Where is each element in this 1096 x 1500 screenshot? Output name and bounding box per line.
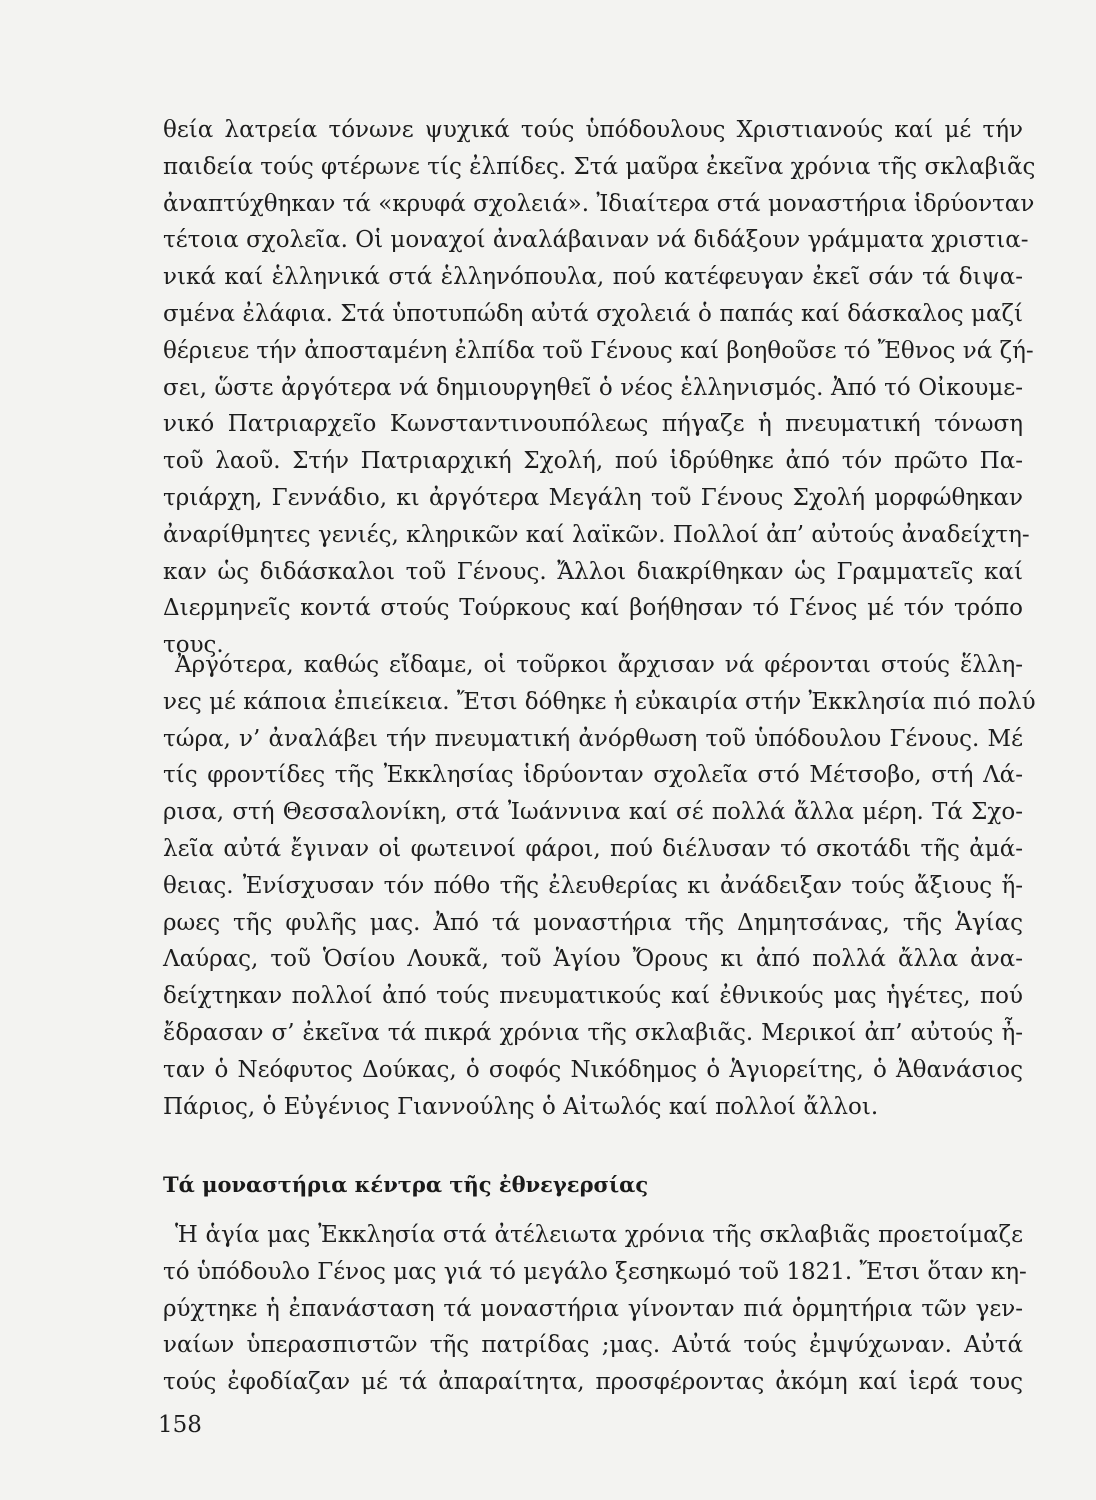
text-line: νικό Πατριαρχεῖο Κωνσταντινουπόλεως πήγαζε ἡ πνευματική τόνωση [163, 411, 1023, 438]
paragraph-monastery-schools [163, 112, 1036, 664]
section-heading: Τά μοναστήρια κέντρα τῆς ἐθνεγερσίας [163, 1172, 649, 1197]
text-line: τριάρχη, Γεννάδιο, κι ἀργότερα Μεγάλη τοῦ Γένους Σχολή μορφώθηκαν [163, 484, 1023, 511]
text-line: τέτοια σχολεῖα. Οἱ μοναχοί ἀναλάβαιναν νά διδάξουν γράμματα χριστια- [163, 227, 1029, 254]
text-line: Διερμηνεῖς κοντά στούς Τούρκους καί βοήθησαν τό Γένος μέ τόν τρόπο [163, 595, 1023, 622]
text-line: ταν ὁ Νεόφυτος Δούκας, ὁ σοφός Νικόδημος ὁ Ἁγιορείτης, ὁ Ἀθανάσιος [163, 1056, 1023, 1083]
text-line: τό ὑπόδουλο Γένος μας γιά τό μεγάλο ξεσηκωμό τοῦ 1821. Ἔτσι ὅταν κη- [163, 1258, 1027, 1285]
text-line: θέριευε τήν ἀποσταμένη ἐλπίδα τοῦ Γένους καί βοηθοῦσε τό Ἔθνος νά ζή- [163, 337, 1034, 364]
text-line: νικά καί ἑλληνικά στά ἑλληνόπουλα, πού κατέφευγαν ἐκεῖ σάν τά διψα- [163, 264, 1023, 291]
text-line: ρωες τῆς φυλῆς μας. Ἀπό τά μοναστήρια τῆς Δημητσάνας, τῆς Ἁγίας [163, 909, 1023, 936]
text-line: λεῖα αὐτά ἔγιναν οἱ φωτεινοί φάροι, πού διέλυσαν τό σκοτάδι τῆς ἀμά- [163, 835, 1023, 862]
text-line: Ἀργότερα, καθώς εἴδαμε, οἱ τοῦρκοι ἄρχισαν νά φέρονται στούς ἕλλη- [175, 652, 1023, 678]
text-line: Λαύρας, τοῦ Ὁσίου Λουκᾶ, τοῦ Ἁγίου Ὄρους κι ἀπό πολλά ἄλλα ἀνα- [163, 946, 1023, 973]
text-line: σμένα ἐλάφια. Στά ὑποτυπώδη αὐτά σχολειά ὁ παπάς καί δάσκαλος μαζί [163, 300, 1023, 327]
paragraph-monasteries-uprising [163, 1217, 1027, 1401]
text-line: ἀναρίθμητες γενιές, κληρικῶν καί λαϊκῶν. Πολλοί ἀπ’ αὐτούς ἀναδείχτη- [163, 521, 1030, 548]
text-line: τοῦ λαοῦ. Στήν Πατριαρχική Σχολή, πού ἱδρύθηκε ἀπό τόν πρῶτο Πα- [163, 448, 1023, 475]
text-line: τίς φροντίδες τῆς Ἐκκλησίας ἱδρύονταν σχολεῖα στό Μέτσοβο, στή Λά- [163, 762, 1023, 789]
text-line: ναίων ὑπερασπιστῶν τῆς πατρίδας ;μας. Αὐτά τούς ἐμψύχωναν. Αὐτά [163, 1332, 1023, 1359]
text-line: θειας. Ἐνίσχυσαν τόν πόθο τῆς ἐλευθερίας κι ἀνάδειξαν τούς ἄξιους ἥ- [163, 872, 1023, 899]
text-line: καν ὡς διδάσκαλοι τοῦ Γένους. Ἄλλοι διακρίθηκαν ὡς Γραμματεῖς καί [163, 558, 1023, 585]
text-line: Πάριος, ὁ Εὐγένιος Γιαννούλης ὁ Αἰτωλός καί πολλοί ἄλλοι. [163, 1093, 879, 1120]
text-line: τώρα, ν’ ἀναλάβει τήν πνευματική ἀνόρθωση τοῦ ὑπόδουλου Γένους. Μέ [163, 725, 1023, 752]
text-line: θεία λατρεία τόνωνε ψυχικά τούς ὑπόδουλους Χριστιανούς καί μέ τήν [163, 117, 1023, 143]
paragraph-church-schools [163, 647, 1036, 1125]
text-line: σει, ὥστε ἀργότερα νά δημιουργηθεῖ ὁ νέος ἑλληνισμός. Ἀπό τό Οἰκουμε- [163, 374, 1023, 401]
text-line: ρισα, στή Θεσσαλονίκη, στά Ἰωάννινα καί σέ πολλά ἄλλα μέρη. Τά Σχο- [163, 799, 1023, 826]
text-line: ἔδρασαν σ’ ἐκεῖνα τά πικρά χρόνια τῆς σκλαβιᾶς. Μερικοί ἀπ’ αὐτούς ἦ- [163, 1019, 1023, 1046]
text-line: δείχτηκαν πολλοί ἀπό τούς πνευματικούς καί ἐθνικούς μας ἡγέτες, πού [163, 983, 1023, 1010]
text-line: ρύχτηκε ἡ ἐπανάσταση τά μοναστήρια γίνονταν πιά ὁρμητήρια τῶν γεν- [163, 1295, 1023, 1322]
text-line: Ἡ ἁγία μας Ἐκκλησία στά ἀτέλειωτα χρόνια τῆς σκλαβιᾶς προετοίμαζε [175, 1222, 1023, 1248]
text-line: παιδεία τούς φτέρωνε τίς ἐλπίδες. Στά μαῦρα ἐκεῖνα χρόνια τῆς σκλαβιᾶς [163, 153, 1036, 180]
text-line: ἀναπτύχθηκαν τά «κρυφά σχολειά». Ἰδιαίτερα στά μοναστήρια ἱδρύονταν [163, 190, 1035, 217]
text-line: τούς ἐφοδίαζαν μέ τά ἀπαραίτητα, προσφέροντας ἀκόμη καί ἱερά τους [163, 1369, 1023, 1396]
page-number: 158 [158, 1412, 202, 1438]
text-line: τους. [163, 632, 224, 659]
text-line: νες μέ κάποια ἐπιείκεια. Ἔτσι δόθηκε ἡ εὐκαιρία στήν Ἐκκλησία πιό πολύ [163, 688, 1036, 715]
